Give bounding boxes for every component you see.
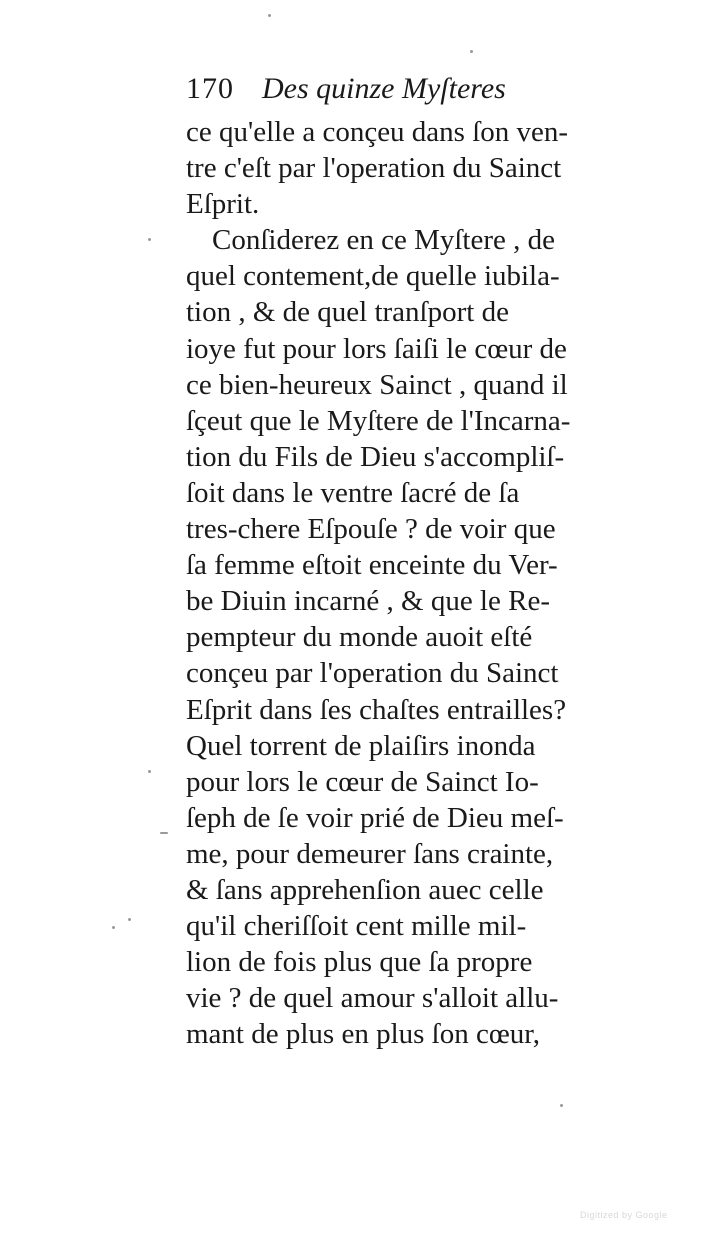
text-line: & ſans apprehenſion auec celle: [186, 873, 544, 906]
ink-speck: [128, 918, 131, 921]
text-line: ſoit dans le ventre ſacré de ſa: [186, 476, 520, 509]
ink-speck: [148, 770, 151, 773]
text-line: ioye fut pour lors ſaiſi le cœur de: [186, 332, 567, 365]
ink-speck: [160, 832, 168, 834]
text-line: qu'il cheriſſoit cent mille mil-: [186, 910, 527, 943]
text-line: Conſiderez en ce Myſtere , de: [212, 224, 556, 257]
text-line: tre c'eſt par l'operation du Sainct: [186, 152, 562, 185]
text-line: tres-chere Eſpouſe ? de voir que: [186, 513, 556, 546]
text-line: ſeph de ſe voir prié de Dieu meſ-: [186, 801, 564, 834]
page-number: 170: [186, 72, 234, 105]
text-line: ſçeut que le Myſtere de l'Incarna-: [186, 404, 571, 437]
running-head: Des quinze Myſteres: [262, 72, 506, 105]
ink-speck: [268, 14, 271, 17]
text-line: ce qu'elle a conçeu dans ſon ven-: [186, 116, 569, 148]
text-line: lion de fois plus que ſa propre: [186, 946, 533, 979]
text-line: ce bien-heureux Sainct , quand il: [186, 368, 568, 401]
text-line: conçeu par l'operation du Sainct: [186, 657, 559, 690]
text-line: Quel torrent de plaiſirs inonda: [186, 729, 536, 762]
digitization-watermark: Digitized by Google: [580, 1210, 668, 1220]
text-line: me, pour demeurer ſans crainte,: [186, 837, 554, 870]
text-line: tion du Fils de Dieu s'accompliſ-: [186, 440, 565, 473]
text-line: be Diuin incarné , & que le Re-: [186, 585, 550, 618]
text-line: Eſprit.: [186, 188, 260, 221]
body-text: [186, 114, 666, 1052]
ink-speck: [112, 926, 115, 929]
text-line: pour lors le cœur de Sainct Io-: [186, 765, 539, 798]
ink-speck: [560, 1104, 563, 1107]
page-header: [186, 72, 606, 112]
text-line: ſa femme eſtoit enceinte du Ver-: [186, 549, 558, 582]
ink-speck: [470, 50, 473, 53]
ink-speck: [148, 238, 151, 241]
text-line: tion , & de quel tranſport de: [186, 296, 509, 329]
text-line: mant de plus en plus ſon cœur,: [186, 1018, 541, 1051]
text-line: vie ? de quel amour s'alloit allu-: [186, 982, 559, 1015]
text-line: pempteur du monde auoit eſté: [186, 621, 533, 654]
text-line: quel contement,de quelle iubila-: [186, 260, 560, 293]
text-line: Eſprit dans ſes chaſtes entrailles?: [186, 693, 567, 726]
